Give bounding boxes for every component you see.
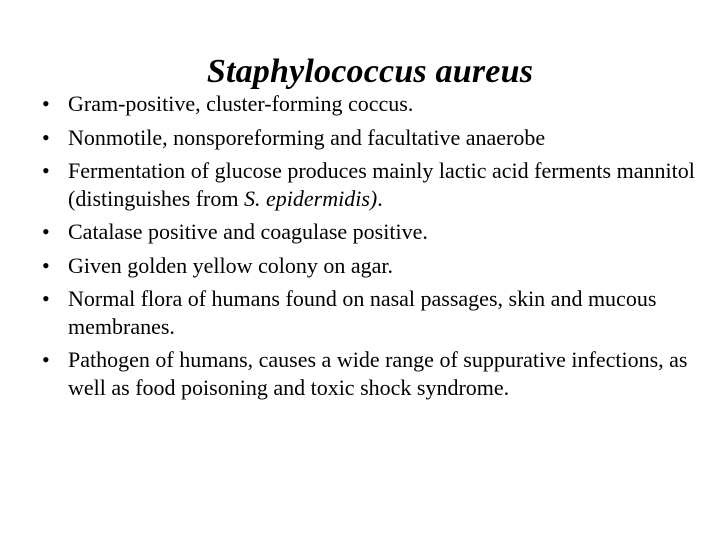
- list-item-text: Nonmotile, nonsporeforming and facultative anaerobe: [68, 124, 546, 150]
- list-item: [36, 157, 704, 212]
- list-item-text: [68, 157, 704, 212]
- list-item: [36, 90, 704, 118]
- list-item: [36, 252, 704, 280]
- bullet-icon: •: [42, 252, 50, 278]
- list-item-text: Gram-positive, cluster-forming coccus.: [68, 91, 414, 116]
- page-title: Staphylococcus aureus: [206, 52, 534, 90]
- list-item: [36, 218, 704, 246]
- bullet-icon: •: [42, 347, 50, 372]
- list-item-text: Pathogen of humans, causes a wide range of suppurative infections, as well as food poisoning and toxic shock syndrome.: [68, 347, 688, 400]
- list-item-text: Catalase positive and coagulase positive.: [68, 219, 428, 244]
- bullet-list: [36, 90, 704, 401]
- bullet-icon: •: [42, 124, 50, 150]
- bullet-icon: •: [42, 286, 50, 311]
- list-item: [36, 346, 704, 401]
- list-item-text: Given golden yellow colony on agar.: [68, 252, 394, 278]
- bullet-icon: •: [42, 219, 50, 244]
- bullet-icon: •: [42, 91, 50, 116]
- list-item-text: Normal flora of humans found on nasal passages, skin and mucous membranes.: [68, 286, 657, 339]
- species-name: S. epidermidis): [244, 185, 378, 211]
- list-item: [36, 285, 704, 340]
- list-item-text-leading: Fermentation of glucose produces mainly lactic acid ferments mannitol (distinguishes from: [68, 158, 695, 211]
- list-item-text-trailing: .: [377, 185, 383, 211]
- bullet-icon: •: [42, 158, 50, 183]
- list-item: [36, 124, 704, 152]
